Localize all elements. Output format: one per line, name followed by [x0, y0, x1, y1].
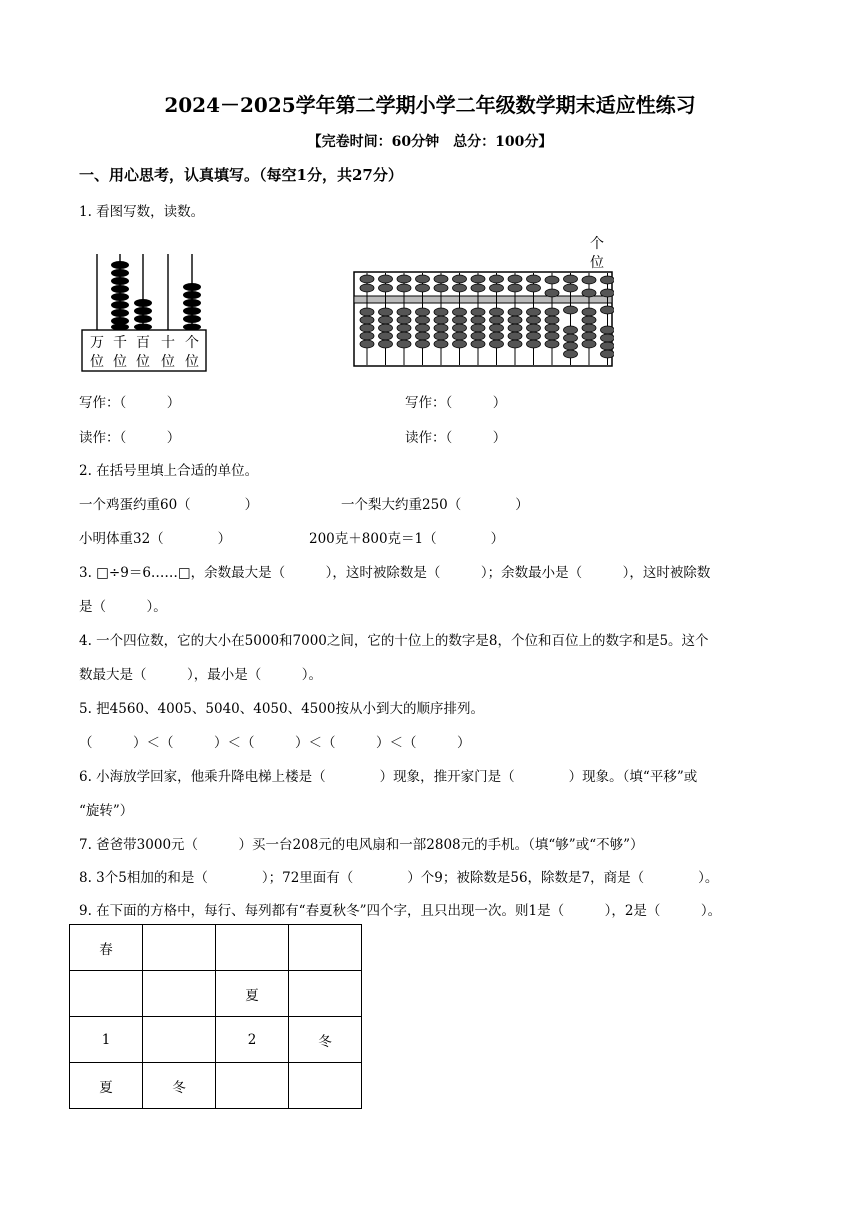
- abacus-bead: [527, 340, 541, 348]
- abacus-bead: [471, 332, 485, 340]
- abacus-bead: [508, 284, 522, 292]
- abacus-bead: [582, 332, 596, 340]
- grid-cell: [289, 925, 362, 971]
- question-1-write-left[interactable]: 写作：（ ）: [79, 395, 181, 411]
- abacus-bead: [471, 324, 485, 332]
- abacus-bead: [582, 316, 596, 324]
- grid-cell: [216, 925, 289, 971]
- question-1-read-right[interactable]: 读作：（ ）: [405, 430, 507, 446]
- abacus-bead: [490, 340, 504, 348]
- question-5-line1: 5. 把4560、4005、5040、4050、4500按从小到大的顺序排列。: [79, 701, 484, 717]
- abacus-bead: [508, 332, 522, 340]
- question-8[interactable]: 8. 3个5相加的和是（ ）；72里面有（ ）个9；被除数是56，除数是7，商是（ ）。: [79, 870, 719, 886]
- svg-text:位: 位: [136, 354, 150, 370]
- abacus-bead: [490, 275, 504, 283]
- abacus-bead: [601, 276, 615, 284]
- abacus-bead: [527, 324, 541, 332]
- abacus-figure: [352, 270, 614, 370]
- abacus-bead: [397, 284, 411, 292]
- grid-row: [70, 1063, 362, 1109]
- abacus-bead: [582, 308, 596, 316]
- grid-cell: [143, 971, 216, 1017]
- abacus-bead: [360, 316, 374, 324]
- abacus-bead: [360, 284, 374, 292]
- abacus-bead: [416, 275, 430, 283]
- abacus-bead: [490, 332, 504, 340]
- abacus-bead: [601, 326, 615, 334]
- abacus-bead: [453, 316, 467, 324]
- abacus-bead: [564, 326, 578, 334]
- abacus-bead: [397, 316, 411, 324]
- question-2c[interactable]: 小明体重32（ ）: [79, 531, 232, 547]
- grid-cell: 1: [70, 1017, 143, 1063]
- abacus-bead: [453, 284, 467, 292]
- abacus-bead: [360, 332, 374, 340]
- abacus-bead: [582, 276, 596, 284]
- abacus-bead: [564, 334, 578, 342]
- abacus-bead: [379, 275, 393, 283]
- exam-info: 【完卷时间：60分钟 总分：100分】: [307, 134, 553, 150]
- place-label-ge: 个: [185, 335, 199, 351]
- place-label-shi: 十: [161, 335, 175, 351]
- abacus-bead: [508, 275, 522, 283]
- abacus-bead: [360, 324, 374, 332]
- abacus-bead: [582, 340, 596, 348]
- abacus-bead: [453, 308, 467, 316]
- abacus-bead: [379, 316, 393, 324]
- place-label-qian: 千: [113, 335, 127, 351]
- grid-cell: [143, 925, 216, 971]
- abacus-bead: [434, 332, 448, 340]
- abacus-bead: [582, 324, 596, 332]
- svg-text:位: 位: [185, 354, 199, 370]
- abacus-bead: [434, 284, 448, 292]
- counting-frame-figure: [78, 250, 210, 374]
- abacus-bead: [545, 289, 559, 297]
- grid-cell: 夏: [216, 971, 289, 1017]
- abacus-bead: [434, 340, 448, 348]
- abacus-bead: [601, 334, 615, 342]
- abacus-bead: [545, 316, 559, 324]
- abacus-bead: [564, 284, 578, 292]
- abacus-bead: [416, 340, 430, 348]
- question-4-line2[interactable]: 数最大是（ ），最小是（ ）。: [79, 667, 322, 683]
- grid-cell: [216, 1063, 289, 1109]
- page-title: 2024－2025学年第二学期小学二年级数学期末适应性练习: [164, 93, 696, 117]
- question-2-stem: 2. 在括号里填上合适的单位。: [79, 463, 259, 479]
- question-4-line1: 4. 一个四位数，它的大小在5000和7000之间，它的十位上的数字是8，个位和百位上的数字和是5。这个: [79, 633, 709, 649]
- grid-cell: [289, 1063, 362, 1109]
- question-6-line1[interactable]: 6. 小海放学回家，他乘升降电梯上楼是（ ）现象，推开家门是（ ）现象。（填“平移”或: [79, 769, 698, 785]
- season-grid: [69, 924, 362, 1109]
- abacus-bead: [490, 316, 504, 324]
- question-2b[interactable]: 一个梨大约重250（ ）: [341, 497, 529, 513]
- abacus-bead: [582, 289, 596, 297]
- abacus-bead: [397, 324, 411, 332]
- abacus-bead: [471, 340, 485, 348]
- abacus-bead: [397, 332, 411, 340]
- question-3-line1[interactable]: 3. □÷9＝6……□，余数最大是（ ），这时被除数是（ ）；余数最小是（ ），这时被除数: [79, 565, 711, 581]
- abacus-bead: [508, 340, 522, 348]
- abacus-bead: [601, 342, 615, 350]
- grid-row: [70, 971, 362, 1017]
- abacus-bead: [601, 350, 615, 358]
- abacus-bead: [508, 324, 522, 332]
- question-7[interactable]: 7. 爸爸带3000元（ ）买一台208元的电风扇和一部2808元的手机。（填“够”或“不够”）: [79, 837, 644, 853]
- abacus-bead: [360, 308, 374, 316]
- abacus-bead: [453, 340, 467, 348]
- abacus-bead: [545, 332, 559, 340]
- abacus-bead: [490, 308, 504, 316]
- abacus-bead: [453, 324, 467, 332]
- question-1-write-right[interactable]: 写作：（ ）: [405, 395, 507, 411]
- abacus-bead: [397, 275, 411, 283]
- grid-cell: [143, 1017, 216, 1063]
- abacus-bead: [471, 316, 485, 324]
- abacus-bead: [434, 275, 448, 283]
- abacus-bead: [379, 308, 393, 316]
- abacus-bead: [453, 275, 467, 283]
- abacus-bead: [564, 342, 578, 350]
- grid-cell: 2: [216, 1017, 289, 1063]
- svg-text:位: 位: [90, 354, 104, 370]
- grid-cell: 夏: [70, 1063, 143, 1109]
- question-1-read-left[interactable]: 读作：（ ）: [79, 430, 181, 446]
- question-2a[interactable]: 一个鸡蛋约重60（ ）: [79, 497, 259, 513]
- ones-place-label-top: 个: [590, 236, 604, 252]
- abacus-bead: [416, 316, 430, 324]
- abacus-bead: [379, 324, 393, 332]
- question-6-line2: “旋转”）: [79, 803, 134, 819]
- place-label-bai: 百: [136, 335, 150, 351]
- ones-place-label-bottom: 位: [590, 255, 604, 271]
- abacus-bead: [564, 306, 578, 314]
- abacus-bead: [471, 275, 485, 283]
- abacus-bead: [397, 340, 411, 348]
- abacus-bead: [416, 308, 430, 316]
- abacus-bead: [545, 308, 559, 316]
- abacus-bead: [416, 284, 430, 292]
- abacus-bead: [379, 332, 393, 340]
- abacus-bead: [564, 275, 578, 283]
- section-heading: 一、用心思考，认真填写。（每空1分，共27分）: [79, 166, 403, 184]
- abacus-bead: [601, 306, 615, 314]
- grid-cell: 冬: [289, 1017, 362, 1063]
- abacus-bead: [508, 308, 522, 316]
- question-5-line2[interactable]: （ ）＜（ ）＜（ ）＜（ ）＜（ ）: [79, 735, 471, 751]
- abacus-bead: [471, 308, 485, 316]
- abacus-bead: [527, 275, 541, 283]
- abacus-bead: [490, 324, 504, 332]
- abacus-bead: [545, 340, 559, 348]
- abacus-bead: [527, 308, 541, 316]
- abacus-bead: [397, 308, 411, 316]
- abacus-bead: [471, 284, 485, 292]
- abacus-bead: [416, 332, 430, 340]
- svg-text:位: 位: [161, 354, 175, 370]
- abacus-bead: [434, 324, 448, 332]
- abacus-bead: [508, 316, 522, 324]
- grid-cell: 春: [70, 925, 143, 971]
- question-9[interactable]: 9. 在下面的方格中，每行、每列都有“春夏秋冬”四个字，且只出现一次。则1是（ ），2是（ ）。: [79, 903, 722, 919]
- abacus-bead: [545, 324, 559, 332]
- abacus-bead: [527, 316, 541, 324]
- abacus-bead: [545, 276, 559, 284]
- place-label-wan: 万: [90, 335, 104, 351]
- abacus-bead: [434, 308, 448, 316]
- question-2d[interactable]: 200克＋800克＝1（ ）: [309, 531, 505, 547]
- abacus-bead: [564, 350, 578, 358]
- abacus-bead: [601, 289, 615, 297]
- grid-cell: [70, 971, 143, 1017]
- question-1-stem: 1. 看图写数，读数。: [79, 204, 205, 220]
- abacus-bead: [379, 340, 393, 348]
- grid-row: [70, 1017, 362, 1063]
- question-3-line2[interactable]: 是（ ）。: [79, 599, 167, 615]
- grid-row: [70, 925, 362, 971]
- abacus-bead: [416, 324, 430, 332]
- abacus-bead: [360, 275, 374, 283]
- abacus-bead: [453, 332, 467, 340]
- grid-cell: 冬: [143, 1063, 216, 1109]
- abacus-bead: [527, 332, 541, 340]
- abacus-bead: [490, 284, 504, 292]
- abacus-bead: [434, 316, 448, 324]
- svg-text:位: 位: [113, 354, 127, 370]
- abacus-bead: [379, 284, 393, 292]
- abacus-bead: [527, 284, 541, 292]
- abacus-bead: [360, 340, 374, 348]
- grid-cell: [289, 971, 362, 1017]
